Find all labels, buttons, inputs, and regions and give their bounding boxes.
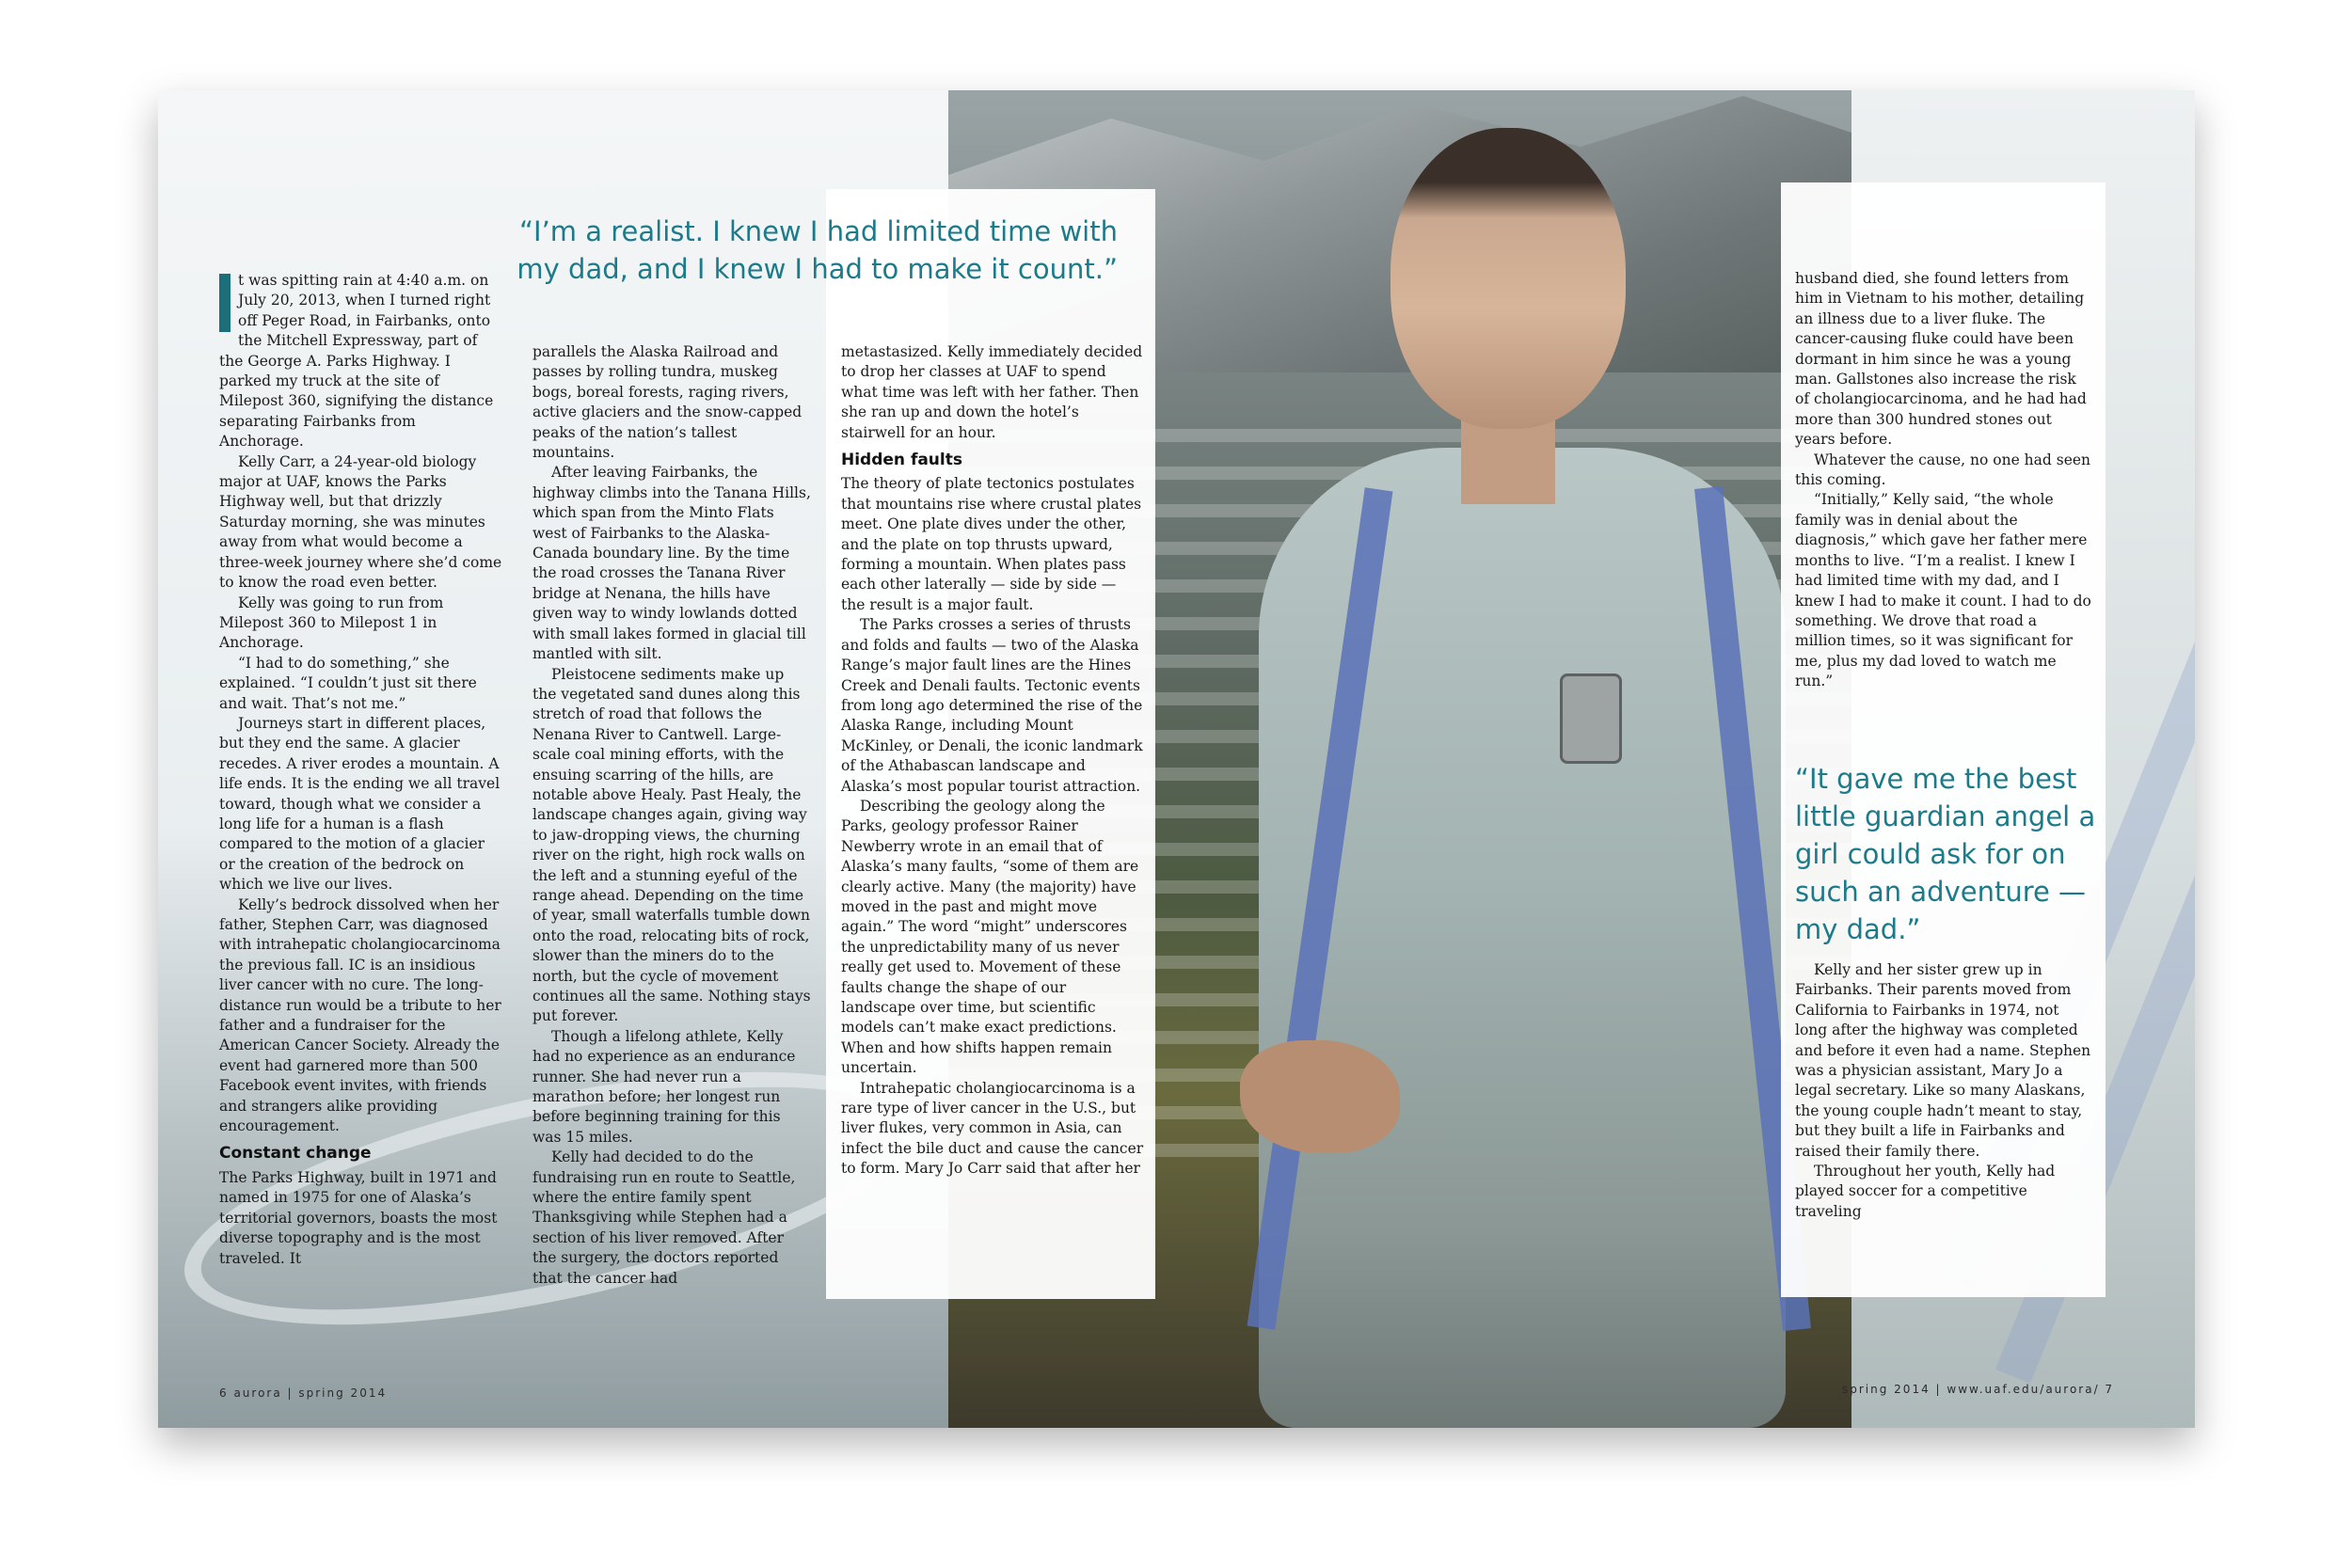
paragraph: “Initially,” Kelly said, “the whole family was in denial about the diagnosis,” which gave her father mere months to live. “I’m a realist. I knew I had limited time with my dad, and I knew I had to make it count. I had to do something. We drove that road a million times, so it was significant for me, plus my dad loved to watch me run.” xyxy=(1795,491,2091,690)
paragraph: parallels the Alaska Railroad and passes by rolling tundra, muskeg bogs, boreal forests, raging rivers, active glaciers and the snow-capped peaks of the nation’s tallest mountains. xyxy=(532,343,803,462)
paragraph: The theory of plate tectonics postulates that mountains rise where crustal plates meet. One plate dives under the other, and the plate on top thrusts upward, forming a mountain. When plates pass each other laterally — side by side — the result is a major fault. xyxy=(841,475,1142,613)
article-column-2 xyxy=(532,342,812,1289)
paragraph: Kelly Carr, a 24-year-old biology major at UAF, knows the Parks Highway well, but that drizzly Saturday morning, she was minutes away from what would become a three-week journey where she’d come to know the road even better. xyxy=(219,452,502,592)
paragraph: Kelly and her sister grew up in Fairbanks. Their parents moved from California to Fairbanks in 1974, not long after the highway was completed and before it even had a name. Stephen was a physician assistant, Mary Jo a legal secretary. Like so many Alaskans, the young couple hadn’t meant to stay, but they built a life in Fairbanks and raised their family there. xyxy=(1795,961,2091,1160)
paragraph: The Parks Highway, built in 1971 and named in 1975 for one of Alaska’s territorial governors, boasts the most diverse topography and is the most traveled. It xyxy=(219,1168,498,1267)
section-heading: Hidden faults xyxy=(841,451,962,470)
head-figure xyxy=(1391,128,1626,429)
article-column-4 xyxy=(1795,269,2091,692)
paragraph: The Parks crosses a series of thrusts and folds and faults — two of the Alaska Range’s major fault lines are the Hines Creek and Denali faults. Tectonic events from long ago determined the rise of the Alaska Range, including Mount McKinley, or Denali, the iconic landmark of the Athabascan landscape and Alaska’s most popular tourist attraction. xyxy=(841,616,1143,795)
folio-right: spring 2014 | www.uaf.edu/aurora/ 7 xyxy=(1842,1383,2115,1396)
paragraph: Though a lifelong athlete, Kelly had no experience as an endurance runner. She had never run a marathon before; her longest run before beginning training for this was 15 miles. xyxy=(532,1027,796,1146)
paragraph: t was spitting rain at 4:40 a.m. on July 20, 2013, when I turned right off Peger Road, in Fairbanks, onto the Mitchell Expressway, part of the George A. Parks Highway. I parked my truck at the site of Milepost 360, signifying the distance separating Fairbanks from Anchorage. xyxy=(219,272,494,451)
dog-tag-icon xyxy=(1560,673,1622,764)
paragraph: Pleistocene sediments make up the vegetated sand dunes along this stretch of road that follows the Nenana River to Cantwell. Large-scale coal mining efforts, with the ensuing scarring of the hills, are notable above Healy. Past Healy, the landscape changes again, giving way to jaw-dropping views, the churning river on the right, high rock walls on the left and a stunning eyeful of the range ahead. Depending on the time of year, small waterfalls tumble down onto the road, relocating bits of rock, slower than the miners do to the north, but the cycle of movement continues all the same. Nothing stays put forever. xyxy=(532,665,811,1025)
drop-cap xyxy=(219,274,230,332)
magazine-spread xyxy=(158,90,2195,1428)
pull-quote-top: “I’m a realist. I knew I had limited time with my dad, and I knew I had to make it count.” xyxy=(516,215,1118,285)
paragraph: husband died, she found letters from him in Vietnam to his mother, detailing an illness due to a liver fluke. The cancer-causing fluke could have been dormant in him since he was a young man. Gallstones also increase the risk of cholangiocarcinoma, and he had had more than 300 hundred stones out years before. xyxy=(1795,270,2087,449)
paragraph: Kelly was going to run from Milepost 360 to Milepost 1 in Anchorage. xyxy=(219,594,444,652)
paragraph: Describing the geology along the Parks, geology professor Rainer Newberry wrote in an email that of Alaska’s many faults, “some of them are clearly active. Many (the majority) have moved in the past and might move again.” The word “might” underscores the unpredictability many of us never really get used to. Movement of these faults change the shape of our landscape over time, but scientific models can’t make exact predictions. When and how shifts happen remain uncertain. xyxy=(841,797,1139,1077)
article-column-3 xyxy=(841,342,1144,1180)
section-heading: Constant change xyxy=(219,1144,372,1164)
paragraph: Kelly had decided to do the fundraising run en route to Seattle, where the entire family spent Thanksgiving while Stephen had a section of his liver removed. After the surgery, the doctors reported that the cancer had xyxy=(532,1148,796,1287)
paragraph: metastasized. Kelly immediately decided to drop her classes at UAF to spend what time was left with her father. Then she ran up and down the hotel’s stairwell for an hour. xyxy=(841,343,1143,441)
paragraph: Throughout her youth, Kelly had played soccer for a competitive traveling xyxy=(1795,1163,2056,1220)
article-column-4-continued xyxy=(1795,960,2091,1222)
paragraph: Kelly’s bedrock dissolved when her father, Stephen Carr, was diagnosed with intrahepatic cholangiocarcinoma the previous fall. IC is an insidious liver cancer with no cure. The long-distance run would be a tribute to her father and a fundraiser for the American Cancer Society. Already the event had garnered more than 500 Facebook event invites, with friends and strangers alike providing encouragement. xyxy=(219,895,501,1135)
folio-left: 6 aurora | spring 2014 xyxy=(219,1386,388,1400)
article-column-1 xyxy=(219,271,504,1269)
paragraph: “I had to do something,” she explained. “I couldn’t just sit there and wait. That’s not me.” xyxy=(219,654,477,712)
paragraph: Journeys start in different places, but they end the same. A glacier recedes. A river erodes a mountain. A life ends. It is the ending we all travel toward, though what we consider a long life for a human is a flash compared to the motion of a glacier or the creation of the bedrock on which we live our lives. xyxy=(219,714,501,894)
paragraph: After leaving Fairbanks, the highway climbs into the Tanana Hills, which span from the Minto Flats west of Fairbanks to the Alaska-Canada boundary line. By the time the road crosses the Tanana River bridge at Nenana, the hills have given way to windy lowlands dotted with small lakes formed in glacial till mantled with silt. xyxy=(532,464,811,663)
paragraph: Whatever the cause, no one had seen this coming. xyxy=(1795,451,2091,489)
pull-quote-right: “It gave me the best little guardian angel a girl could ask for on such an adventure — my dad.” xyxy=(1795,763,2096,945)
hand-figure xyxy=(1240,1040,1400,1153)
paragraph: Intrahepatic cholangiocarcinoma is a rare type of liver cancer in the U.S., but liver flukes, very common in Asia, can infect the bile duct and cause the cancer to form. Mary Jo Carr said that after her xyxy=(841,1079,1144,1178)
